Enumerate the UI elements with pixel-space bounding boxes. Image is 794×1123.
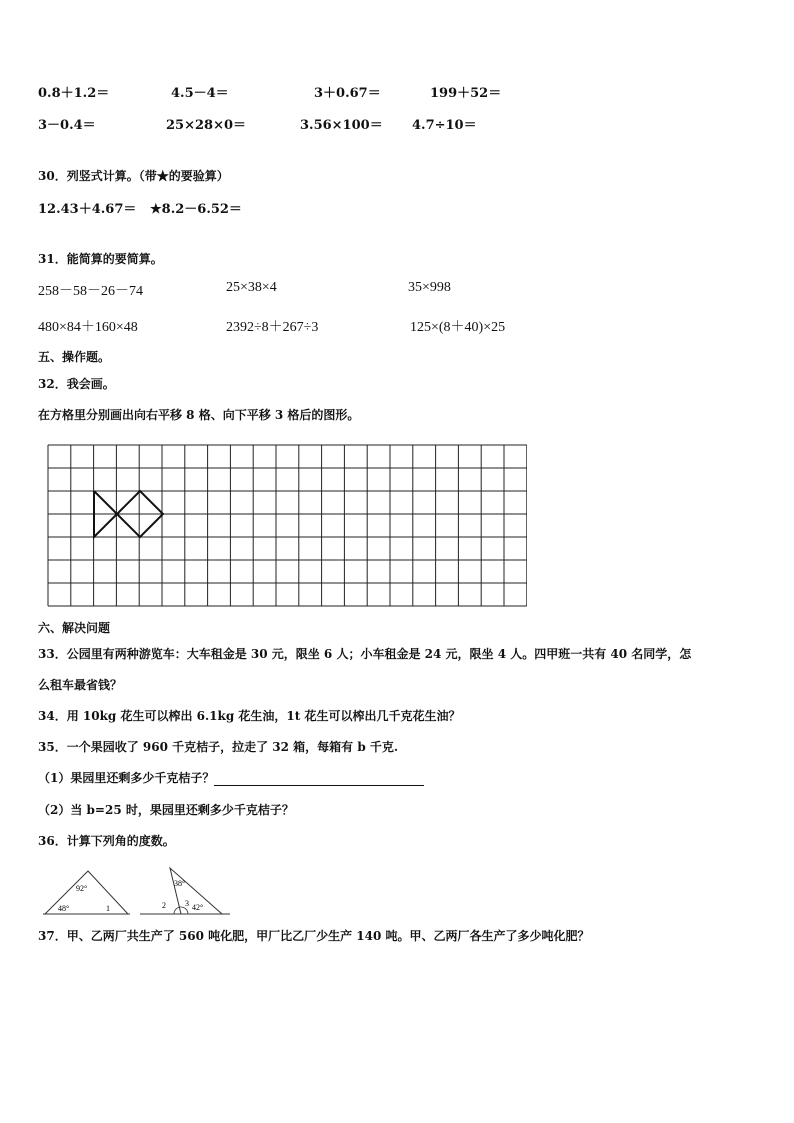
oral-expr: 0.8＋1.2＝ xyxy=(38,86,110,101)
oral-expr: 4.7÷10＝ xyxy=(412,118,477,133)
question-33-line: 么租车最省钱？ xyxy=(38,678,123,692)
angle-triangles xyxy=(40,862,240,918)
oral-expr: 3＋0.67＝ xyxy=(314,86,381,101)
angle-label: 1 xyxy=(106,904,110,913)
oral-expr: 199＋52＝ xyxy=(430,86,502,101)
angle-label: 92° xyxy=(76,884,88,893)
angle-label: 48° xyxy=(58,904,70,913)
angle-label: 3 xyxy=(185,899,189,908)
angle-label: 38° xyxy=(174,879,186,888)
simplify-expr: 2392÷8＋267÷3 xyxy=(226,320,319,335)
section-heading: 五、操作题。 xyxy=(38,350,111,364)
question-37: 37．甲、乙两厂共生产了 560 吨化肥，甲厂比乙厂少生产 140 吨。甲、乙两厂各生产了多少吨化肥？ xyxy=(38,929,590,943)
question-36-title: 36．计算下列角的度数。 xyxy=(38,834,175,848)
oral-expr: 3－0.4＝ xyxy=(38,118,96,133)
angle-label: 2 xyxy=(162,901,166,910)
angle-label: 42° xyxy=(192,903,204,912)
translation-grid xyxy=(47,443,527,607)
question-34: 34．用 10kg 花生可以榨出 6.1kg 花生油，1t 花生可以榨出几千克花生油？ xyxy=(38,709,461,723)
question-31-title: 31．能简算的要简算。 xyxy=(38,252,163,266)
question-30-title: 30．列竖式计算。（带★的要验算） xyxy=(38,169,229,183)
question-33-line: 33．公园里有两种游览车：大车租金是 30 元，限坐 6 人；小车租金是 24 元，限坐 4 人。四甲班一共有 40 名同学，怎 xyxy=(38,647,692,661)
vertical-calc-item: 12.43＋4.67＝ xyxy=(38,202,137,217)
oral-expr: 3.56×100＝ xyxy=(300,118,383,133)
question-35-sub1 xyxy=(38,769,424,786)
simplify-expr: 35×998 xyxy=(408,280,451,295)
answer-blank[interactable] xyxy=(214,771,424,786)
simplify-expr: 258－58－26－74 xyxy=(38,284,143,299)
question-35-title: 35．一个果园收了 960 千克桔子，拉走了 32 箱，每箱有 b 千克. xyxy=(38,740,399,754)
question-32-title: 32．我会画。 xyxy=(38,377,115,391)
simplify-expr: 25×38×4 xyxy=(226,280,277,295)
oral-expr: 25×28×0＝ xyxy=(166,118,247,133)
section-heading: 六、解决问题 xyxy=(38,621,111,635)
question-35-sub1-text: （1）果园里还剩多少千克桔子？ xyxy=(38,771,215,785)
oral-expr: 4.5－4＝ xyxy=(171,86,229,101)
question-35-sub2: （2）当 b=25 时，果园里还剩多少千克桔子？ xyxy=(38,803,294,817)
simplify-expr: 125×(8＋40)×25 xyxy=(410,320,506,335)
vertical-calc-item: ★8.2－6.52＝ xyxy=(150,202,242,217)
question-32-instruction: 在方格里分别画出向右平移 8 格、向下平移 3 格后的图形。 xyxy=(38,408,360,422)
simplify-expr: 480×84＋160×48 xyxy=(38,320,138,335)
